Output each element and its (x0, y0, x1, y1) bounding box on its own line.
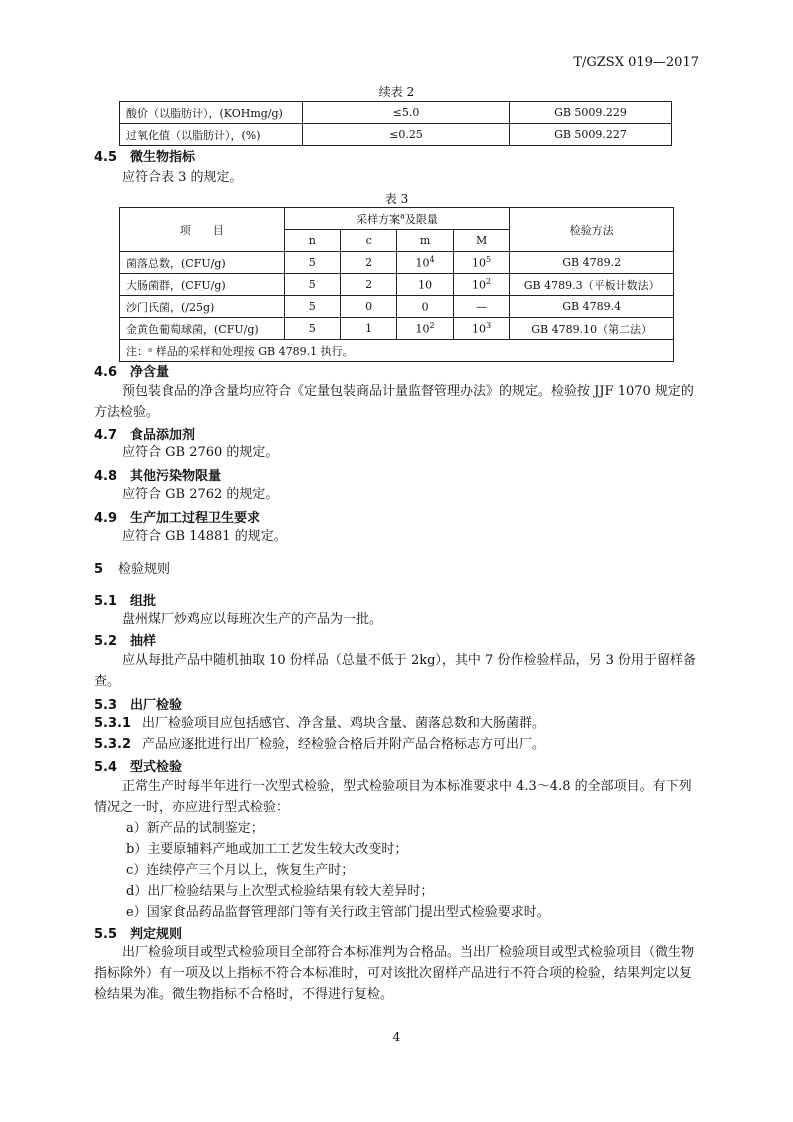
table-cell: 酸价（以脂肪计），(KOHmg/g) (120, 102, 303, 124)
table-cell: 5 (284, 252, 340, 274)
table-cell: $10^2$ (397, 318, 454, 340)
paragraph: 5.3.1 出厂检验项目应包括感官、净含量、鸡块含量、菌落总数和大肠菌群。 (94, 716, 546, 731)
list-item: c）连续停产三个月以上，恢复生产时； (126, 863, 355, 878)
chapter-heading: 5 检验规则 (94, 562, 171, 577)
paragraph: 应从每批产品中随机抽取 10 份样品（总量不低于 2kg），其中 7 份作检验样品，另 3 份用于留样备查。 (94, 653, 696, 689)
section-heading: 5.1 组批 (94, 594, 157, 609)
table-cell: ≤5.0 (303, 102, 510, 124)
table-header-cell: c (340, 230, 396, 252)
table3 (119, 207, 674, 362)
table-cell: 金黄色葡萄球菌，(CFU/g) (120, 318, 285, 340)
table-cell: 2 (340, 252, 396, 274)
table-cell: $10^5$ (453, 252, 510, 274)
paragraph: 预包装食品的净含量均应符合《定量包装商品计量监督管理办法》的规定。检验按 JJF 1070 规定的方法检验。 (94, 384, 694, 420)
table-note-row (120, 340, 674, 362)
standard-number: T/GZSX 019—2017 (573, 55, 699, 70)
list-item: d）出厂检验结果与上次型式检验结果有较大差异时； (126, 884, 434, 899)
paragraph: 应符合 GB 14881 的规定。 (122, 529, 287, 544)
table-cell: 10 (397, 274, 454, 296)
table-note: 注：ᵃ 样品的采样和处理按 GB 4789.1 执行。 (120, 340, 674, 362)
paragraph: 应符合 GB 2762 的规定。 (122, 487, 279, 502)
table-header-cell: m (397, 230, 454, 252)
table-header-plan: 采样方案$^a$及限量 (284, 208, 510, 230)
table-cell: ≤0.25 (303, 124, 510, 146)
table-cell: 菌落总数，(CFU/g) (120, 252, 285, 274)
section-heading: 5.3 出厂检验 (94, 698, 183, 713)
table-cell: $10^4$ (397, 252, 454, 274)
table-row (120, 274, 674, 296)
page-number: 4 (392, 1030, 401, 1044)
table-cell: GB 5009.227 (510, 124, 672, 146)
table-cell: 5 (284, 318, 340, 340)
table-cell: GB 4789.10（第二法） (510, 318, 674, 340)
list-item: a）新产品的试制鉴定； (126, 821, 264, 836)
paragraph: 应符合 GB 2760 的规定。 (122, 445, 279, 460)
paragraph: 盘州煤厂炒鸡应以每班次生产的产品为一批。 (122, 612, 383, 627)
section-heading: 4.8 其他污染物限量 (94, 469, 222, 484)
table-cell: 0 (397, 296, 454, 318)
table-cell: 1 (340, 318, 396, 340)
table-cell: GB 4789.4 (510, 296, 674, 318)
table-row (120, 102, 672, 124)
paragraph: 应符合表 3 的规定。 (122, 170, 243, 185)
table-cell: 2 (340, 274, 396, 296)
paragraph: 5.3.2 产品应逐批进行出厂检验，经检验合格后并附产品合格标志方可出厂。 (94, 737, 546, 752)
table-cell: GB 4789.2 (510, 252, 674, 274)
section-heading: 4.9 生产加工过程卫生要求 (94, 511, 261, 526)
table-row (120, 124, 672, 146)
table-header-row (120, 208, 674, 230)
table3-caption: 表 3 (384, 192, 409, 206)
paragraph: 正常生产时每半年进行一次型式检验，型式检验项目为本标准要求中 4.3～4.8 的全部项目。有下列情况之一时，亦应进行型式检验： (94, 779, 692, 815)
table-cell: — (453, 296, 510, 318)
table-header-item: 项 目 (120, 208, 285, 252)
table2 (119, 101, 672, 146)
table-cell: 5 (284, 296, 340, 318)
section-heading: 4.7 食品添加剂 (94, 428, 196, 443)
section-heading: 5.4 型式检验 (94, 760, 183, 775)
table-cell: 过氧化值（以脂肪计），(%) (120, 124, 303, 146)
table-cell: 5 (284, 274, 340, 296)
section-heading: 5.5 判定规则 (94, 927, 183, 942)
table-row (120, 318, 674, 340)
table-row (120, 252, 674, 274)
paragraph: 出厂检验项目或型式检验项目全部符合本标准判为合格品。当出厂检验项目或型式检验项目（微生物指标除外）有一项及以上指标不符合本标准时，可对该批次留样产品进行不符合项的检验，结果判定以复检结果为准。微生物指标不合格时，不得进行复检。 (94, 945, 695, 1002)
table-cell: 沙门氏菌，(/25g) (120, 296, 285, 318)
table-cell: 大肠菌群，(CFU/g) (120, 274, 285, 296)
table-header-cell: M (453, 230, 510, 252)
list-item: e）国家食品药品监督管理部门等有关行政主管部门提出型式检验要求时。 (126, 905, 550, 920)
table2-caption: 续表 2 (378, 85, 415, 99)
table-cell: GB 5009.229 (510, 102, 672, 124)
section-heading: 4.6 净含量 (94, 365, 170, 380)
list-item: b）主要原辅料产地或加工工艺发生较大改变时； (126, 842, 408, 857)
section-heading: 4.5 微生物指标 (94, 150, 196, 165)
table-cell: $10^3$ (453, 318, 510, 340)
table-header-cell: n (284, 230, 340, 252)
table-row (120, 296, 674, 318)
table-cell: $10^2$ (453, 274, 510, 296)
table-header-method: 检验方法 (510, 208, 674, 252)
table-cell: GB 4789.3（平板计数法） (510, 274, 674, 296)
table-cell: 0 (340, 296, 396, 318)
section-heading: 5.2 抽样 (94, 634, 157, 649)
